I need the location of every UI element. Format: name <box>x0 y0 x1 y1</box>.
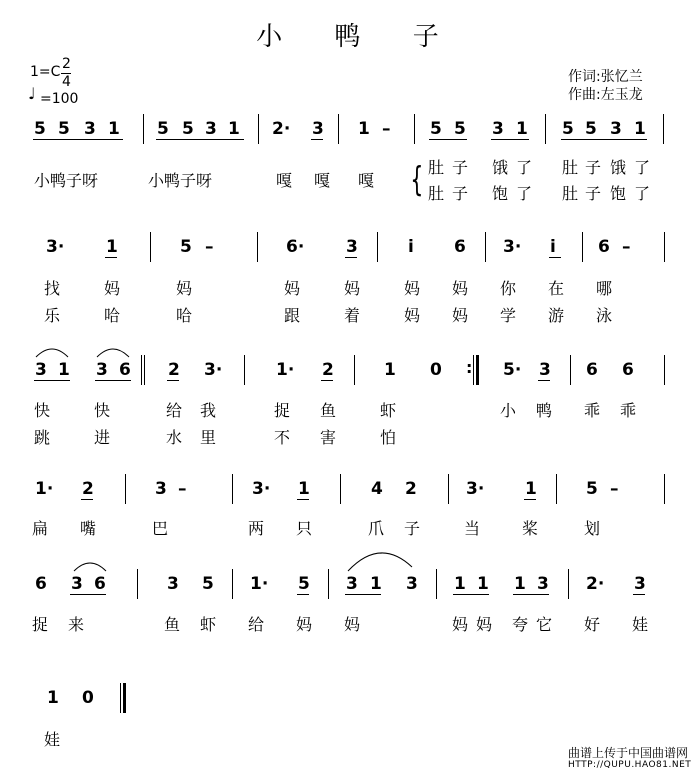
slur <box>74 563 106 571</box>
slur <box>348 553 412 571</box>
lyric: 跳 <box>34 428 51 447</box>
note: 5 <box>562 119 574 139</box>
lyric: 扁 <box>32 519 49 538</box>
lyric: 小鸭子呀 <box>34 171 99 190</box>
time-signature-top: 2 <box>62 56 71 72</box>
note: i <box>550 237 556 257</box>
page-title: 小 鸭 子 <box>256 22 461 52</box>
brace-icon: { <box>410 160 424 200</box>
note: 1· <box>35 479 54 499</box>
note: 3 <box>84 119 96 139</box>
lyric: 捉 <box>32 615 49 634</box>
note: 5 <box>202 574 214 594</box>
note: 4 <box>371 479 383 499</box>
lyric: 娃 <box>632 615 649 634</box>
lyric: 嘎 <box>358 171 375 190</box>
note: 5 <box>180 237 192 257</box>
lyric: 饱 <box>610 184 627 203</box>
footer-url: HTTP://QUPU.HAO81.NET <box>568 760 692 770</box>
lyric: 我 <box>200 401 217 420</box>
lyric: 划 <box>584 519 601 538</box>
tempo: =100 <box>40 91 79 107</box>
note: 1 <box>358 119 370 139</box>
note: 6 <box>119 360 131 380</box>
note: 3 <box>539 360 551 380</box>
note: 6 <box>35 574 47 594</box>
lyric: 你 <box>500 279 517 298</box>
note: 3 <box>96 360 108 380</box>
lyric: 哈 <box>104 306 121 325</box>
lyric: 两 <box>248 519 265 538</box>
dash: – <box>382 119 391 139</box>
slur <box>97 349 129 357</box>
dash: – <box>178 479 187 499</box>
lyric: 乖 <box>620 401 637 420</box>
note: 2· <box>272 119 291 139</box>
note: 3 <box>346 574 358 594</box>
lyric: 妈 <box>452 615 469 634</box>
note: 5 <box>182 119 194 139</box>
lyric: 乖 <box>584 401 601 420</box>
lyric: 妈 <box>452 306 469 325</box>
note: 1· <box>276 360 295 380</box>
lyric: 妈 <box>284 279 301 298</box>
note: 2 <box>405 479 417 499</box>
note: 6 <box>454 237 466 257</box>
lyric: 学 <box>500 306 517 325</box>
lyric: 来 <box>68 615 85 634</box>
lyric: 了 <box>634 184 651 203</box>
note: 0 <box>82 688 94 708</box>
note: 3· <box>204 360 223 380</box>
slur <box>36 349 68 357</box>
repeat-dots-icon: : <box>466 358 473 377</box>
note: 3· <box>503 237 522 257</box>
note: 5 <box>58 119 70 139</box>
lyric: 进 <box>94 428 111 447</box>
note: 1 <box>384 360 396 380</box>
key-signature: 1=C <box>30 64 61 80</box>
lyric: 里 <box>200 428 217 447</box>
note: 3· <box>46 237 65 257</box>
lyric: 妈 <box>404 306 421 325</box>
lyric: 好 <box>584 615 601 634</box>
lyric: 鱼 <box>320 401 337 420</box>
note: 1 <box>525 479 537 499</box>
note: 1 <box>106 237 118 257</box>
note: 3 <box>634 574 646 594</box>
lyric: 不 <box>274 428 291 447</box>
note: 1 <box>228 119 240 139</box>
lyric: 跟 <box>284 306 301 325</box>
lyric: 夸 <box>512 615 529 634</box>
lyric: 子 <box>452 184 469 203</box>
lyric: 娃 <box>44 730 61 749</box>
lyric: 爪 <box>368 519 385 538</box>
lyric: 着 <box>344 306 361 325</box>
lyric: 妈 <box>452 279 469 298</box>
note: 1 <box>634 119 646 139</box>
lyric: 了 <box>516 158 533 177</box>
note: 6 <box>94 574 106 594</box>
note: 6 <box>586 360 598 380</box>
lyric: 巴 <box>152 519 169 538</box>
lyric: 子 <box>404 519 421 538</box>
lyric: 饱 <box>492 184 509 203</box>
dash: – <box>622 237 631 257</box>
note: 1 <box>47 688 59 708</box>
note: 2 <box>168 360 180 380</box>
note: 0 <box>430 360 442 380</box>
lyric: 在 <box>548 279 565 298</box>
lyric: 妈 <box>476 615 493 634</box>
lyric: 水 <box>166 428 183 447</box>
lyric: 饿 <box>610 158 627 177</box>
lyric: 鱼 <box>164 615 181 634</box>
note: i <box>408 237 414 257</box>
lyric: 虾 <box>380 401 397 420</box>
note: 3 <box>167 574 179 594</box>
note: 3 <box>155 479 167 499</box>
composer: 作曲:左玉龙 <box>568 87 643 103</box>
note: 5 <box>454 119 466 139</box>
lyric: 子 <box>452 158 469 177</box>
lyric: 泳 <box>596 306 613 325</box>
lyric: 妈 <box>404 279 421 298</box>
lyric: 嘎 <box>276 171 293 190</box>
note: 5· <box>503 360 522 380</box>
lyric: 子 <box>585 158 602 177</box>
note: 1 <box>477 574 489 594</box>
quarter-note-icon: ♩ <box>28 84 36 103</box>
note: 3 <box>71 574 83 594</box>
lyric: 哪 <box>596 279 613 298</box>
note: 3 <box>406 574 418 594</box>
lyric: 给 <box>166 401 183 420</box>
lyric: 当 <box>464 519 481 538</box>
lyric: 妈 <box>104 279 121 298</box>
lyric: 快 <box>94 401 111 420</box>
note: 1 <box>108 119 120 139</box>
lyric: 乐 <box>44 306 61 325</box>
footer-site: 曲谱上传于中国曲谱网 <box>568 746 689 760</box>
lyric: 怕 <box>380 428 397 447</box>
lyric: 嘎 <box>314 171 331 190</box>
note: 1· <box>250 574 269 594</box>
lyric: 肚 <box>428 184 445 203</box>
lyric: 只 <box>296 519 313 538</box>
lyric: 小 <box>500 401 517 420</box>
lyric: 桨 <box>522 519 539 538</box>
note: 5 <box>34 119 46 139</box>
note: 1 <box>58 360 70 380</box>
note: 6 <box>622 360 634 380</box>
lyric: 哈 <box>176 306 193 325</box>
lyric: 给 <box>248 615 265 634</box>
note: 5 <box>586 479 598 499</box>
note: 3 <box>205 119 217 139</box>
lyric: 妈 <box>344 279 361 298</box>
lyric: 妈 <box>296 615 313 634</box>
lyricist: 作词:张忆兰 <box>568 69 643 85</box>
note: 2 <box>82 479 94 499</box>
note: 3 <box>346 237 358 257</box>
lyric: 妈 <box>176 279 193 298</box>
dash: – <box>205 237 214 257</box>
note: 3 <box>35 360 47 380</box>
note: 6· <box>286 237 305 257</box>
lyric: 肚 <box>562 158 579 177</box>
lyric: 害 <box>320 428 337 447</box>
note: 5 <box>585 119 597 139</box>
lyric: 肚 <box>562 184 579 203</box>
lyric: 捉 <box>274 401 291 420</box>
note: 5 <box>430 119 442 139</box>
lyric: 找 <box>44 279 61 298</box>
lyric: 了 <box>516 184 533 203</box>
note: 5 <box>157 119 169 139</box>
lyric: 了 <box>634 158 651 177</box>
note: 3 <box>537 574 549 594</box>
note: 3 <box>492 119 504 139</box>
note: 1 <box>516 119 528 139</box>
note: 1 <box>514 574 526 594</box>
lyric: 虾 <box>200 615 217 634</box>
lyric: 子 <box>585 184 602 203</box>
lyric: 肚 <box>428 158 445 177</box>
note: 3 <box>312 119 324 139</box>
note: 1 <box>370 574 382 594</box>
note: 6 <box>598 237 610 257</box>
lyric: 小鸭子呀 <box>148 171 213 190</box>
time-signature-bottom: 4 <box>62 74 71 90</box>
lyric: 妈 <box>344 615 361 634</box>
note: 2 <box>322 360 334 380</box>
note: 1 <box>298 479 310 499</box>
lyric: 快 <box>34 401 51 420</box>
note: 5 <box>298 574 310 594</box>
lyric: 嘴 <box>80 519 97 538</box>
lyric: 鸭 <box>536 401 553 420</box>
lyric: 饿 <box>492 158 509 177</box>
note: 1 <box>454 574 466 594</box>
note: 2· <box>586 574 605 594</box>
lyric: 它 <box>536 615 553 634</box>
dash: – <box>610 479 619 499</box>
note: 3· <box>252 479 271 499</box>
note: 3· <box>466 479 485 499</box>
note: 3 <box>610 119 622 139</box>
lyric: 游 <box>548 306 565 325</box>
